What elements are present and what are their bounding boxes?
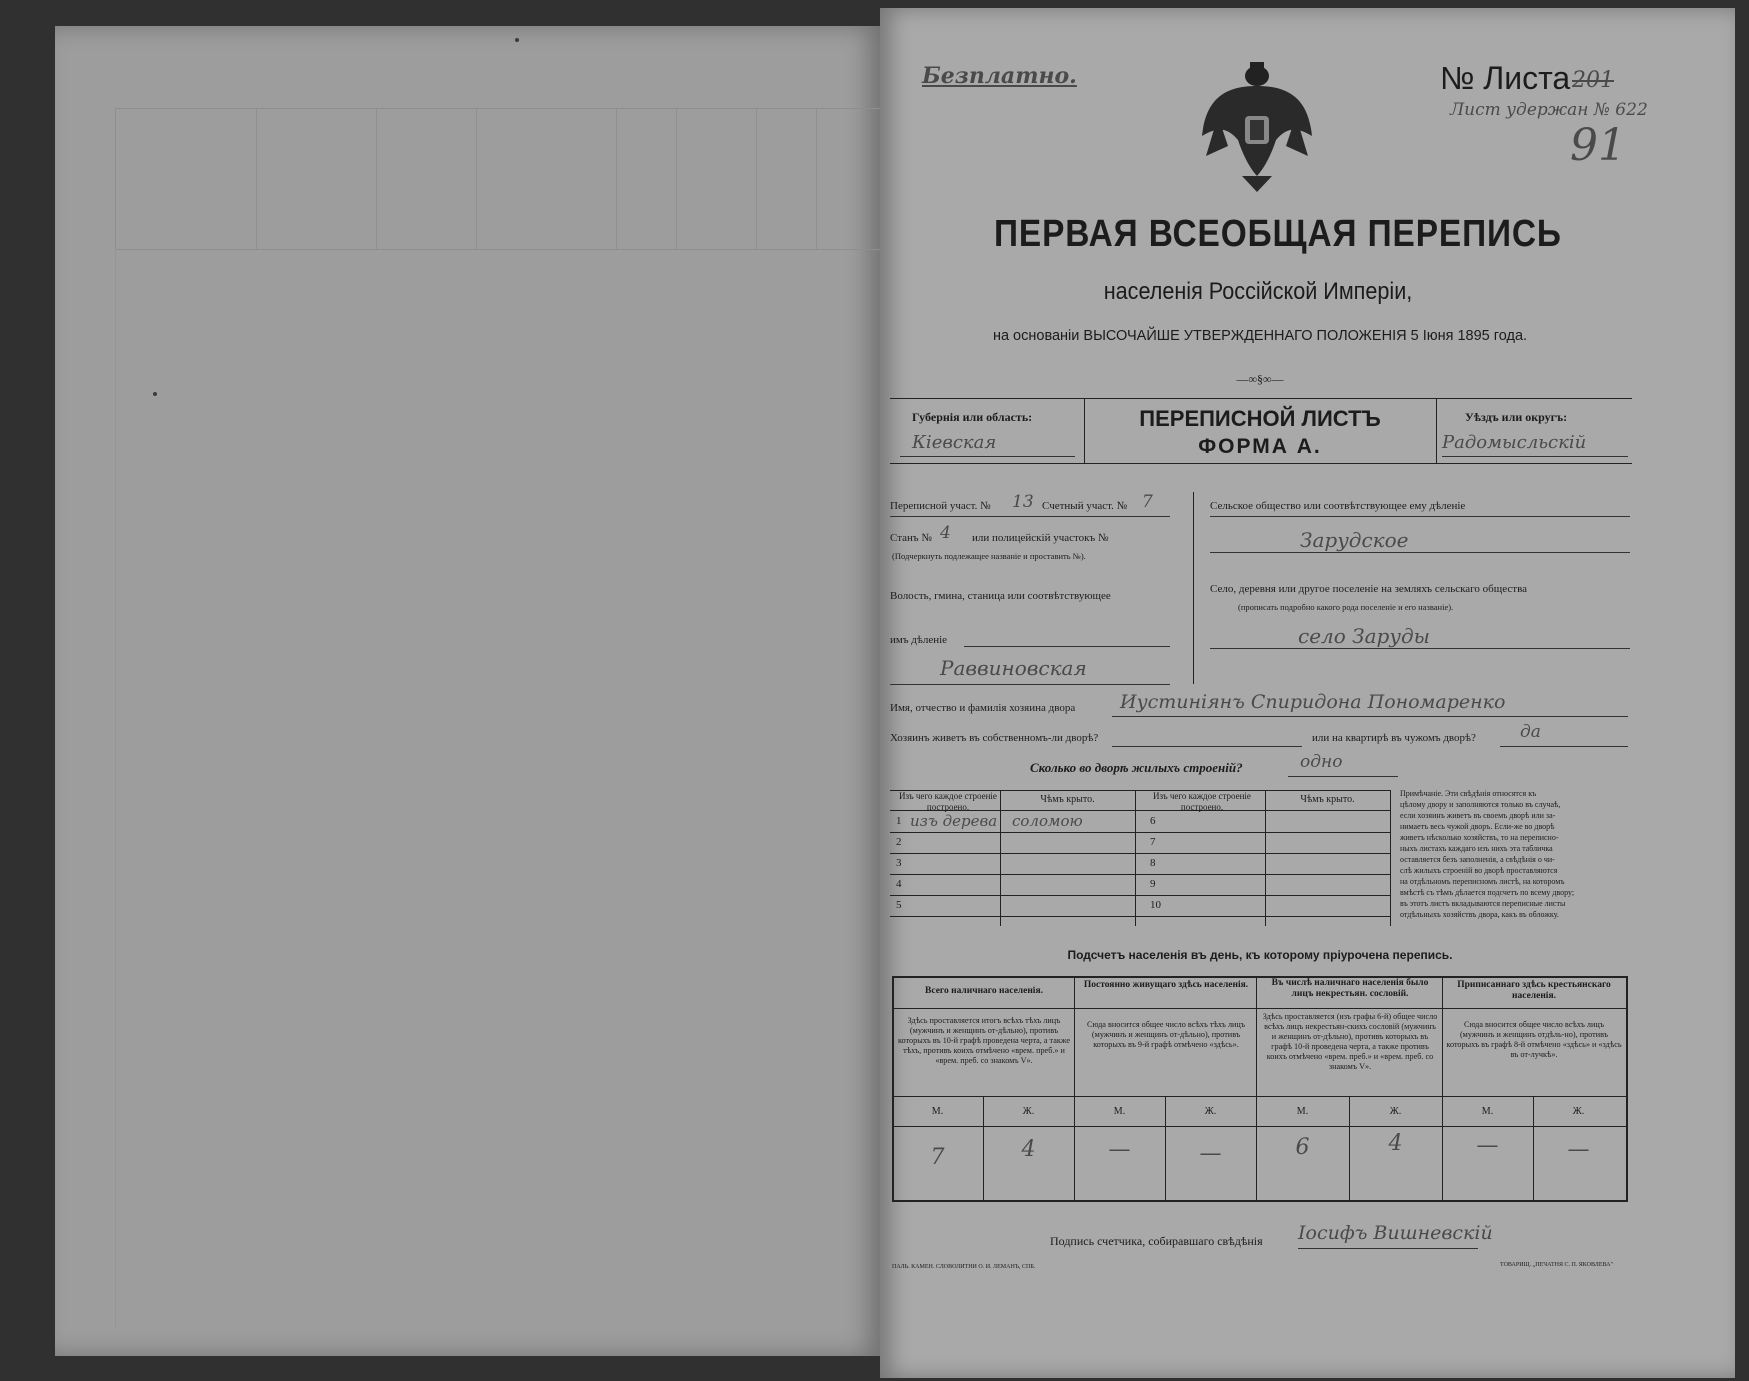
census-section-value: 13 [1012,492,1034,512]
owner-value: Иустиніянъ Спиридона Пономаренко [1120,691,1506,713]
female-label: Ж. [1022,1106,1035,1117]
building-row-number: 8 [1150,857,1156,869]
buildings-label: Сколько во дворѣ жилыхъ строеній? [1030,760,1243,775]
note-line: ныхъ листахъ каждаго изъ нихъ эта табличка [1400,843,1553,853]
province-label: Губернія или область: [912,410,1033,424]
note-line: въ этотъ листъ вкладываются переписные листы [1400,898,1566,908]
form-name: ФОРМА А. [1198,435,1322,458]
left-page [55,26,883,1356]
society-value: Зарудское [1300,528,1409,552]
census-section-label: Переписной участ. № [890,500,991,512]
count-value-female: 4 [1388,1131,1403,1156]
note-line: отдѣльныхъ хозяйствъ двора, какъ въ обложку. [1400,909,1559,919]
note-line: вмѣстѣ съ тѣмъ дѣлается подсчетъ по всему двору; [1400,887,1575,897]
district-value: Радомысльскій [1442,432,1587,453]
building-row-number: 7 [1150,836,1156,848]
note-line: слѣ жилыхъ строеній во дворѣ проставляются [1400,865,1558,875]
count-col-description: Здѣсь проставляется (изъ графы 6-й) общее число всѣхъ лицъ некрестьян-скихъ сословій (мужчинъ и женщинъ от-дѣльно), противъ которыхъ въ графѣ 10-й проведена черта, а также противъ коихъ отмѣчено «врем. преб.» и «врем. преб. со знакомъ V». [1262,1012,1438,1071]
note-line: Примѣчаніе. Эти свѣдѣнія относятся къ [1400,788,1537,798]
buildings-col-roof: Чѣмъ крыто. [1040,794,1095,805]
buildings-col-material-right: Изъ чего каждое строеніе построено. [1153,791,1251,812]
female-label: Ж. [1204,1106,1217,1117]
free-label: Безплатно. [922,63,1077,89]
building-row-number: 1 [896,815,902,827]
village-value: село Заруды [1298,624,1430,648]
own-house-value: да [1520,722,1541,742]
male-label: М. [1296,1106,1309,1117]
population-count-table [892,976,1628,1202]
sheet-number-value: 201 [1572,68,1614,93]
buildings-value: одно [1300,752,1343,772]
building-row-number: 3 [896,857,902,869]
sheet-number-label: № Листа [1440,60,1571,96]
own-house-label: Хозяинъ живетъ въ собственномъ-ли дворѣ? [890,732,1099,744]
signature-label: Подпись счетчика, собиравшаго свѣдѣнія [1050,1234,1263,1248]
census-form-page [880,8,1735,1378]
female-label: Ж. [1389,1106,1402,1117]
building-row-number: 4 [896,878,902,890]
count-value-female: — [1567,1137,1590,1162]
printer-right: ТОВАРИЩ. „ПЕЧАТНЯ С. П. ЯКОВЛЕВА" [1500,1262,1613,1268]
counting-section-value: 7 [1142,492,1153,512]
double-headed-eagle-crest-icon [1198,56,1316,196]
building-row-number: 10 [1150,899,1161,911]
ruled-frame [115,248,882,1328]
ornament-divider: —∞§∞— [1236,372,1284,386]
counting-section-label: Счетный участ. № [1042,500,1128,512]
folio-number: 91 [1570,120,1626,171]
count-col-header: Постоянно живущаго здѣсь населенія. [1083,980,1249,990]
page-subtitle: населенія Россійской Имперіи, [1103,278,1413,305]
police-label: или полицейскій участокъ № [972,532,1109,544]
rented-label: или на квартирѣ въ чужомъ дворѣ? [1312,732,1476,744]
male-label: М. [1481,1106,1494,1117]
printer-left: ПАЛЬ. КАМЕН. СЛОВОЛИТНИ О. И. ЛЕМАНЪ, СПБ. [892,1264,1036,1270]
note-line: оставляется безъ заполненія, а свѣдѣнія о чи- [1400,854,1555,864]
bleed-through-table [115,108,882,250]
female-label: Ж. [1572,1106,1585,1117]
count-col-header: Приписаннаго здѣсь крестьянскаго населенія. [1457,980,1611,1001]
legal-basis: на основаніи ВЫСОЧАЙШЕ УТВЕРЖДЕННАГО ПОЛОЖЕНІЯ 5 Іюня 1895 года. [992,328,1528,344]
note-block [1400,788,1632,920]
building-row-number: 6 [1150,815,1156,827]
buildings-col-roof-right: Чѣмъ крыто. [1300,794,1355,805]
male-label: М. [1113,1106,1126,1117]
note-line: цѣлому двору и заполняются только въ случаѣ, [1400,799,1561,809]
count-value-male: 6 [1295,1135,1310,1160]
count-value-male: — [1108,1137,1131,1162]
signature-value: Іосифъ Вишневскій [1298,1222,1493,1244]
page-title: ПЕРВАЯ ВСЕОБЩАЯ ПЕРЕПИСЬ [994,213,1562,255]
volost-label-continued: имъ дѣленіе [890,634,948,646]
building-row-material: изъ дерева [910,812,998,830]
count-col-header: Всего наличнаго населенія. [925,986,1043,996]
ink-speck [153,392,157,396]
count-value-male: 7 [930,1145,945,1170]
ink-speck [515,38,519,42]
count-value-female: — [1199,1141,1222,1166]
owner-label: Имя, отчество и фамилія хозяина двора [890,702,1076,714]
note-line: нимаетъ весь чужой дворъ. Если-же во дворѣ [1400,821,1555,831]
stan-label: Станъ № [890,532,932,544]
province-value: Кіевская [912,432,997,453]
buildings-col-material: Изъ чего каждое строеніе построено. [899,791,997,812]
village-label: Село, деревня или другое поселеніе на земляхъ сельскаго общества [1210,583,1528,595]
count-col-description: Сюда вносится общее число всѣхъ лицъ (мужчинъ и женщинъ отдѣль-но), противъ которыхъ въ графѣ 8-й отмѣчено «здѣсь» и «здѣсь въ от-лучкѣ». [1446,1020,1622,1059]
count-col-header: Въ числѣ наличнаго населенія было лицъ некрестьян. сословій. [1271,978,1429,999]
count-value-female: 4 [1021,1137,1036,1162]
stan-value: 4 [940,523,951,543]
note-line: если хозяинъ живетъ въ своемъ дворѣ или за- [1400,810,1556,820]
building-row-number: 5 [896,899,902,911]
building-row-number: 2 [896,836,902,848]
note-line: на отдѣльномъ переписномъ листѣ, на которомъ [1400,876,1565,886]
count-col-description: Здѣсь проставляется итогъ всѣхъ тѣхъ лицъ (мужчинъ и женщинъ от-дѣльно), противъ которыхъ въ 10-й графѣ проведена черта, а также тѣхъ, противъ коихъ отмѣчено «врем. преб.» и «врем. преб. со знакомъ V». [898,1016,1071,1065]
form-title: ПЕРЕПИСНОЙ ЛИСТЪ [1139,406,1381,431]
volost-label: Волость, гмина, станица или соотвѣтствующее [890,590,1111,602]
count-table-title: Подсчетъ населенія въ день, къ которому пріурочена перепись. [1067,948,1453,962]
archive-annotation: Лист удержан № 622 [1450,100,1648,120]
note-line: живетъ нѣсколько хозяйствъ, то на переписно- [1400,832,1559,842]
male-label: М. [931,1106,944,1117]
volost-value: Раввиновская [940,656,1087,680]
count-col-description: Сюда вносится общее число всѣхъ тѣхъ лицъ (мужчинъ и женщинъ от-дѣльно), противъ которыхъ въ 9-й графѣ отмѣчено «здѣсь». [1086,1020,1246,1049]
village-note: (прописать подробно какого рода поселеніе и его названіе). [1238,602,1454,612]
count-value-male: — [1476,1133,1499,1158]
district-label: Уѣздъ или округъ: [1465,410,1568,424]
building-row-roof: соломою [1012,812,1083,830]
building-row-number: 9 [1150,878,1156,890]
society-label: Сельское общество или соотвѣтствующее ему дѣленіе [1210,500,1466,512]
stan-note: (Подчеркнуть подлежащее названіе и проставить №). [892,551,1086,561]
